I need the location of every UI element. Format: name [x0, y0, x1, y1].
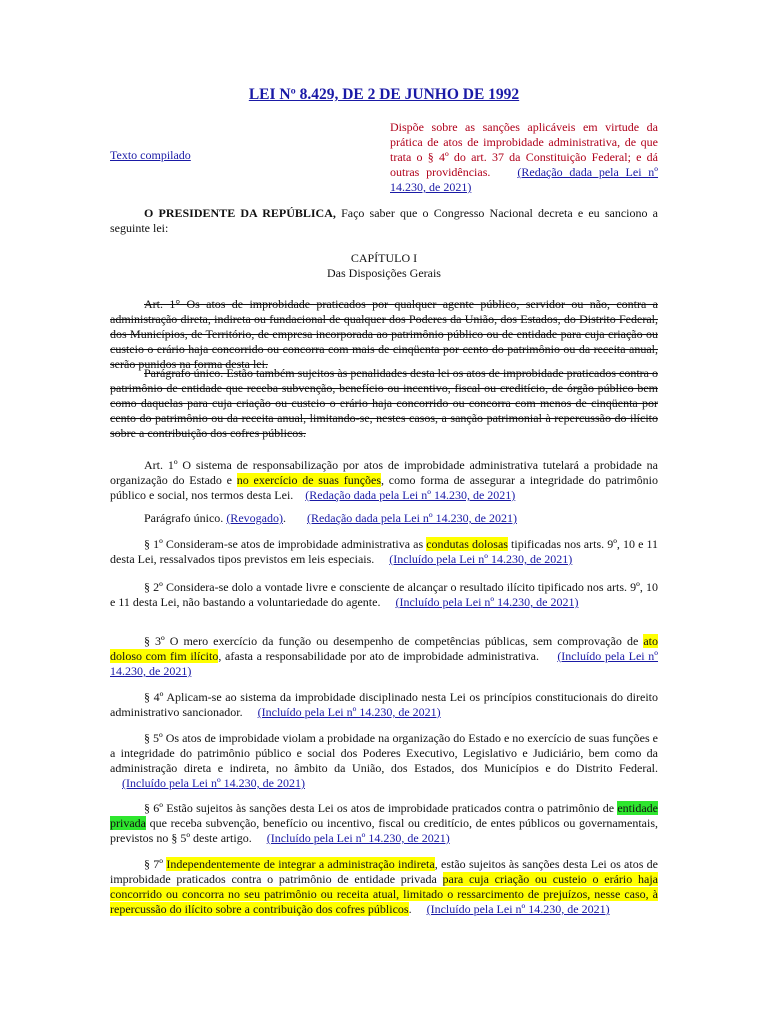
- art1-ref-link[interactable]: (Redação dada pela Lei nº 14.230, de 2021): [305, 488, 516, 502]
- paragrafo-unico-text: Parágrafo único.: [144, 511, 227, 525]
- paragrafo-unico-ref-link[interactable]: (Redação dada pela Lei nº 14.230, de 2021): [306, 511, 517, 525]
- preamble: [110, 206, 658, 236]
- law-title[interactable]: LEI Nº 8.429, DE 2 DE JUNHO DE 1992: [248, 86, 520, 103]
- revogado-link[interactable]: (Revogado): [226, 511, 283, 525]
- compiled-text-link[interactable]: Texto compilado: [110, 148, 191, 162]
- p5-text: § 5º Os atos de improbidade violam a probidade na organização do Estado e no exercício de suas funções e a integridade do patrimônio público e social dos Poderes Executivo, Legislativo e Judiciário, bem como da administração direta e indireta, no âmbito da União, dos Estados, dos Municípios e do Distrito Federal.: [110, 731, 658, 775]
- p7: [110, 857, 658, 917]
- p4-text: § 4º Aplicam-se ao sistema da improbidade disciplinado nesta Lei os princípios constitucionais do direito administrativo sancionador.: [110, 690, 658, 719]
- chapter-title: CAPÍTULO I: [350, 251, 418, 265]
- p5: [110, 731, 658, 791]
- art1: [110, 458, 658, 503]
- chapter-heading: [110, 251, 658, 281]
- p7-text-b: , estão sujeitos às sanções desta Lei os atos de improbidade praticados contra o patrimônio de entidade privada: [110, 857, 658, 886]
- art1-text-a: Art. 1º O sistema de responsabilização por atos de improbidade administrativa tutelará a probidade na organização do Estado e: [110, 458, 658, 487]
- p6-text-b: que receba subvenção, benefício ou incentivo, fiscal ou creditício, de entes públicos ou governamentais, previstos no § 5º deste artigo.: [110, 816, 658, 845]
- p1-text-a: § 1º Consideram-se atos de improbidade administrativa as: [144, 537, 427, 551]
- preamble-text: Faço saber que o Congresso Nacional decreta e eu sanciono a seguinte lei:: [110, 206, 658, 235]
- ementa-text: Dispõe sobre as sanções aplicáveis em virtude da prática de atos de improbidade administrativa, de que trata o § 4º do art. 37 da Constituição Federal; e dá outras providências.: [390, 120, 658, 179]
- p7-highlight-2: para cuja criação ou custeio o erário haja concorrido ou concorra no seu patrimônio ou receita atual, limitado o ressarcimento de prejuízos, nesse caso, à repercussão do ilícito sobre a contribuição dos cofres públicos: [110, 872, 658, 916]
- p2-text: § 2º Considera-se dolo a vontade livre e consciente de alcançar o resultado ilícito tipificado nos arts. 9º, 10 e 11 desta Lei, não bastando a voluntariedade do agente.: [110, 580, 658, 609]
- p7-highlight-1: Independentemente de integrar a administração indireta: [166, 857, 435, 871]
- p3-highlight: ato doloso com fim ilícito: [110, 634, 658, 663]
- p1-text-b: tipificadas nos arts. 9º, 10 e 11 desta Lei, ressalvados tipos previstos em leis especiais.: [110, 537, 659, 566]
- p3-text-a: § 3º O mero exercício da função ou desempenho de competências públicas, sem comprovação de: [144, 634, 644, 648]
- art1-text-b: , como forma de assegurar a integridade do patrimônio público e social, nos termos desta Lei.: [110, 473, 658, 502]
- p1-highlight: condutas dolosas: [426, 537, 508, 551]
- p6-highlight: entidade privada: [110, 801, 658, 830]
- paragrafo-unico: [110, 511, 658, 526]
- p1-ref-link[interactable]: (Incluído pela Lei nº 14.230, de 2021): [389, 552, 573, 566]
- revoked-paragrafo: Parágrafo único. Estão também sujeitos às penalidades desta lei os atos de improbidade praticados contra o patrimônio de entidade que receba subvenção, benefício ou incentivo, fiscal ou creditício, de órgão público bem como daquelas para cuja criação ou custeio o erário haja concorrido ou concorra com menos de cinqüenta por cento do patrimônio ou da receita anual, limitando-se, nestes casos, a sanção patrimonial à repercussão do ilícito sobre a contribuição dos cofres públicos.: [110, 366, 658, 440]
- paragrafo-unico-dot: .: [282, 511, 286, 525]
- p6-ref-link[interactable]: (Incluído pela Lei nº 14.230, de 2021): [266, 831, 450, 845]
- chapter-subtitle: Das Disposições Gerais: [327, 266, 441, 280]
- art1-highlight: no exercício de suas funções: [236, 473, 382, 487]
- p3-ref-link[interactable]: (Incluído pela Lei nº 14.230, de 2021): [110, 649, 659, 678]
- p3-text-b: , afasta a responsabilidade por ato de improbidade administrativa.: [218, 649, 539, 663]
- ementa: [390, 120, 658, 195]
- p6-text-a: § 6º Estão sujeitos às sanções desta Lei os atos de improbidade praticados contra o patrimônio de: [144, 801, 618, 815]
- preamble-bold: O PRESIDENTE DA REPÚBLICA,: [144, 206, 336, 220]
- p7-text-c: .: [408, 902, 412, 916]
- p4: [110, 690, 658, 720]
- p4-ref-link[interactable]: (Incluído pela Lei nº 14.230, de 2021): [257, 705, 441, 719]
- p1: [110, 537, 658, 567]
- p2-ref-link[interactable]: (Incluído pela Lei nº 14.230, de 2021): [395, 595, 579, 609]
- revoked-art1: Art. 1° Os atos de improbidade praticados por qualquer agente público, servidor ou não, contra a administração direta, indireta ou fundacional de qualquer dos Poderes da União, dos Estados, do Distrito Federal, dos Municípios, de Território, de empresa incorporada ao patrimônio público ou de entidade para cuja criação ou custeio o erário haja concorrido ou concorra com mais de cinqüenta por cento do patrimônio ou da receita anual, serão punidos na forma desta lei.: [110, 297, 658, 371]
- p3: [110, 634, 658, 679]
- p7-ref-link[interactable]: (Incluído pela Lei nº 14.230, de 2021): [426, 902, 610, 916]
- ementa-ref-link[interactable]: (Redação dada pela Lei nº 14.230, de 2021): [390, 165, 659, 194]
- p6: [110, 801, 658, 846]
- p7-text-a: § 7º: [144, 857, 167, 871]
- p5-ref-link[interactable]: (Incluído pela Lei nº 14.230, de 2021): [122, 776, 306, 790]
- p2: [110, 580, 658, 610]
